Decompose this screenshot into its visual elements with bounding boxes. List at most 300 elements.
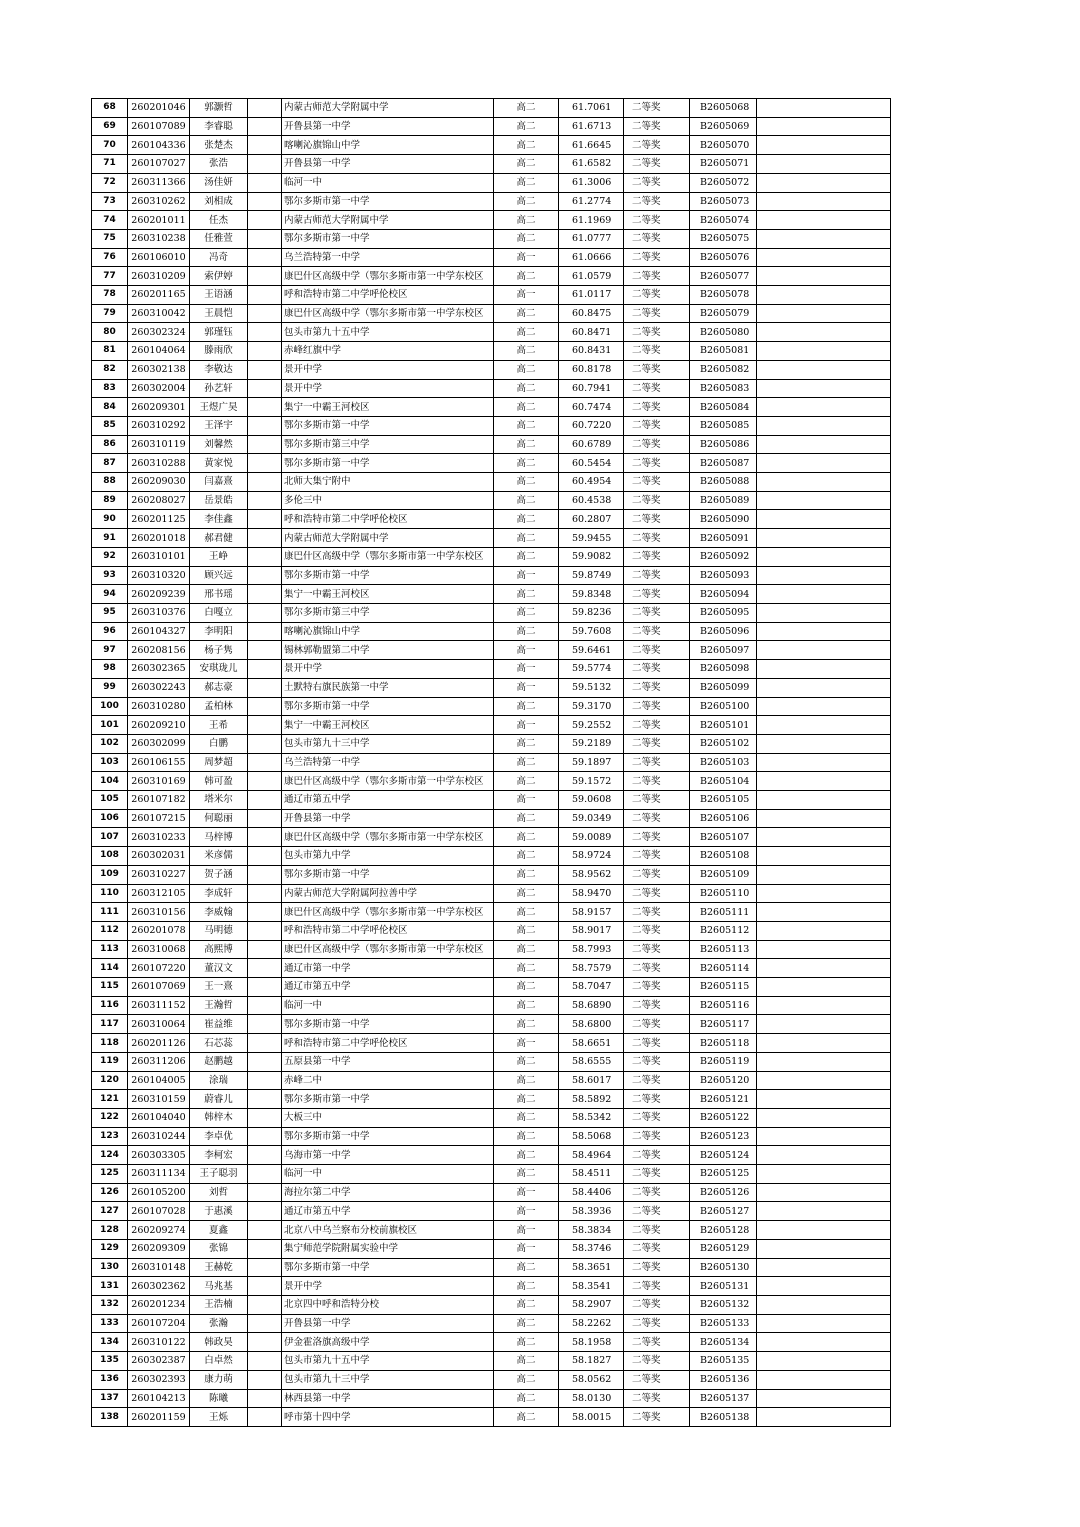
- table-row: [92, 753, 891, 772]
- certificate-number-cell: B2605073: [690, 192, 757, 211]
- school-cell: 喀喇沁旗锦山中学: [282, 622, 494, 641]
- grade-cell: 高二: [494, 903, 559, 922]
- results-table: [91, 98, 891, 1427]
- exam-id-cell: 260310233: [128, 828, 190, 847]
- school-cell: 包头市第九十三中学: [282, 1370, 494, 1389]
- rank-cell: 70: [92, 136, 128, 155]
- extra-cell: [757, 1408, 891, 1427]
- school-cell: 呼和浩特市第二中学呼伦校区: [282, 510, 494, 529]
- extra-cell: [757, 772, 891, 791]
- blank-cell: [248, 828, 282, 847]
- school-cell: 多伦三中: [282, 491, 494, 510]
- rank-cell: 118: [92, 1034, 128, 1053]
- table-row: [92, 286, 891, 305]
- certificate-number-cell: B2605086: [690, 435, 757, 454]
- table-row: [92, 716, 891, 735]
- student-name-cell: 黄家悦: [190, 454, 248, 473]
- award-cell: 二等奖: [624, 734, 690, 753]
- grade-cell: 高二: [494, 1314, 559, 1333]
- rank-cell: 122: [92, 1108, 128, 1127]
- grade-cell: 高一: [494, 1202, 559, 1221]
- score-cell: 59.8236: [559, 603, 624, 622]
- exam-id-cell: 260310238: [128, 229, 190, 248]
- blank-cell: [248, 1352, 282, 1371]
- table-row: [92, 155, 891, 174]
- grade-cell: 高二: [494, 1127, 559, 1146]
- rank-cell: 75: [92, 229, 128, 248]
- exam-id-cell: 260104040: [128, 1108, 190, 1127]
- extra-cell: [757, 229, 891, 248]
- rank-cell: 131: [92, 1277, 128, 1296]
- rank-cell: 112: [92, 921, 128, 940]
- score-cell: 58.3834: [559, 1221, 624, 1240]
- grade-cell: 高一: [494, 641, 559, 660]
- school-cell: 临河一中: [282, 173, 494, 192]
- rank-cell: 90: [92, 510, 128, 529]
- exam-id-cell: 260209309: [128, 1239, 190, 1258]
- table-row: [92, 342, 891, 361]
- exam-id-cell: 260104064: [128, 342, 190, 361]
- score-cell: 58.4511: [559, 1165, 624, 1184]
- certificate-number-cell: B2605112: [690, 921, 757, 940]
- grade-cell: 高二: [494, 398, 559, 417]
- certificate-number-cell: B2605107: [690, 828, 757, 847]
- extra-cell: [757, 678, 891, 697]
- award-cell: 二等奖: [624, 1352, 690, 1371]
- exam-id-cell: 260107028: [128, 1202, 190, 1221]
- exam-id-cell: 260209301: [128, 398, 190, 417]
- extra-cell: [757, 547, 891, 566]
- table-row: [92, 398, 891, 417]
- score-cell: 58.3541: [559, 1277, 624, 1296]
- rank-cell: 134: [92, 1333, 128, 1352]
- award-cell: 二等奖: [624, 641, 690, 660]
- rank-cell: 136: [92, 1370, 128, 1389]
- extra-cell: [757, 603, 891, 622]
- school-cell: 鄂尔多斯市第一中学: [282, 697, 494, 716]
- grade-cell: 高一: [494, 791, 559, 810]
- score-cell: 61.1969: [559, 211, 624, 230]
- extra-cell: [757, 1108, 891, 1127]
- exam-id-cell: 260107182: [128, 791, 190, 810]
- score-cell: 61.3006: [559, 173, 624, 192]
- student-name-cell: 滕雨欣: [190, 342, 248, 361]
- school-cell: 鄂尔多斯市第一中学: [282, 192, 494, 211]
- score-cell: 61.2774: [559, 192, 624, 211]
- student-name-cell: 马兆基: [190, 1277, 248, 1296]
- award-cell: 二等奖: [624, 211, 690, 230]
- score-cell: 58.9470: [559, 884, 624, 903]
- certificate-number-cell: B2605084: [690, 398, 757, 417]
- extra-cell: [757, 416, 891, 435]
- blank-cell: [248, 491, 282, 510]
- student-name-cell: 李睿聪: [190, 117, 248, 136]
- extra-cell: [757, 286, 891, 305]
- exam-id-cell: 260209274: [128, 1221, 190, 1240]
- grade-cell: 高二: [494, 1296, 559, 1315]
- rank-cell: 83: [92, 379, 128, 398]
- exam-id-cell: 260310209: [128, 267, 190, 286]
- certificate-number-cell: B2605117: [690, 1015, 757, 1034]
- exam-id-cell: 260310068: [128, 940, 190, 959]
- blank-cell: [248, 1277, 282, 1296]
- table-row: [92, 1314, 891, 1333]
- blank-cell: [248, 1146, 282, 1165]
- award-cell: 二等奖: [624, 454, 690, 473]
- blank-cell: [248, 1202, 282, 1221]
- certificate-number-cell: B2605106: [690, 809, 757, 828]
- rank-cell: 81: [92, 342, 128, 361]
- grade-cell: 高二: [494, 1165, 559, 1184]
- school-cell: 呼市第十四中学: [282, 1408, 494, 1427]
- certificate-number-cell: B2605115: [690, 978, 757, 997]
- exam-id-cell: 260107027: [128, 155, 190, 174]
- table-row: [92, 1090, 891, 1109]
- certificate-number-cell: B2605092: [690, 547, 757, 566]
- grade-cell: 高二: [494, 809, 559, 828]
- blank-cell: [248, 585, 282, 604]
- award-cell: 二等奖: [624, 1071, 690, 1090]
- school-cell: 包头市第九十三中学: [282, 734, 494, 753]
- exam-id-cell: 260107089: [128, 117, 190, 136]
- extra-cell: [757, 921, 891, 940]
- score-cell: 60.5454: [559, 454, 624, 473]
- certificate-number-cell: B2605119: [690, 1052, 757, 1071]
- score-cell: 60.7941: [559, 379, 624, 398]
- grade-cell: 高二: [494, 996, 559, 1015]
- table-row: [92, 697, 891, 716]
- award-cell: 二等奖: [624, 1165, 690, 1184]
- award-cell: 二等奖: [624, 360, 690, 379]
- exam-id-cell: 260310288: [128, 454, 190, 473]
- student-name-cell: 王希: [190, 716, 248, 735]
- rank-cell: 97: [92, 641, 128, 660]
- grade-cell: 高二: [494, 940, 559, 959]
- student-name-cell: 王赫乾: [190, 1258, 248, 1277]
- blank-cell: [248, 566, 282, 585]
- certificate-number-cell: B2605124: [690, 1146, 757, 1165]
- award-cell: 二等奖: [624, 398, 690, 417]
- certificate-number-cell: B2605136: [690, 1370, 757, 1389]
- rank-cell: 74: [92, 211, 128, 230]
- student-name-cell: 刘相成: [190, 192, 248, 211]
- award-cell: 二等奖: [624, 1202, 690, 1221]
- rank-cell: 115: [92, 978, 128, 997]
- student-name-cell: 张浩: [190, 155, 248, 174]
- extra-cell: [757, 884, 891, 903]
- score-cell: 58.0130: [559, 1389, 624, 1408]
- grade-cell: 高二: [494, 192, 559, 211]
- blank-cell: [248, 1408, 282, 1427]
- exam-id-cell: 260208027: [128, 491, 190, 510]
- exam-id-cell: 260302387: [128, 1352, 190, 1371]
- exam-id-cell: 260311366: [128, 173, 190, 192]
- score-cell: 58.6890: [559, 996, 624, 1015]
- score-cell: 58.3936: [559, 1202, 624, 1221]
- score-cell: 60.4538: [559, 491, 624, 510]
- rank-cell: 120: [92, 1071, 128, 1090]
- student-name-cell: 何聪丽: [190, 809, 248, 828]
- school-cell: 内蒙古师范大学附属中学: [282, 99, 494, 118]
- table-row: [92, 267, 891, 286]
- grade-cell: 高一: [494, 716, 559, 735]
- grade-cell: 高二: [494, 753, 559, 772]
- score-cell: 59.9082: [559, 547, 624, 566]
- rank-cell: 130: [92, 1258, 128, 1277]
- table-row: [92, 1389, 891, 1408]
- rank-cell: 98: [92, 660, 128, 679]
- student-name-cell: 康力萌: [190, 1370, 248, 1389]
- extra-cell: [757, 99, 891, 118]
- blank-cell: [248, 716, 282, 735]
- award-cell: 二等奖: [624, 772, 690, 791]
- table-row: [92, 903, 891, 922]
- grade-cell: 高二: [494, 229, 559, 248]
- extra-cell: [757, 940, 891, 959]
- award-cell: 二等奖: [624, 192, 690, 211]
- score-cell: 58.7047: [559, 978, 624, 997]
- school-cell: 集宁一中霸王河校区: [282, 716, 494, 735]
- grade-cell: 高二: [494, 1015, 559, 1034]
- certificate-number-cell: B2605129: [690, 1239, 757, 1258]
- extra-cell: [757, 1258, 891, 1277]
- table-row: [92, 435, 891, 454]
- grade-cell: 高一: [494, 248, 559, 267]
- rank-cell: 121: [92, 1090, 128, 1109]
- score-cell: 59.6461: [559, 641, 624, 660]
- school-cell: 五原县第一中学: [282, 1052, 494, 1071]
- rank-cell: 71: [92, 155, 128, 174]
- award-cell: 二等奖: [624, 1127, 690, 1146]
- grade-cell: 高二: [494, 847, 559, 866]
- certificate-number-cell: B2605076: [690, 248, 757, 267]
- table-row: [92, 1239, 891, 1258]
- student-name-cell: 郝君健: [190, 529, 248, 548]
- exam-id-cell: 260311134: [128, 1165, 190, 1184]
- blank-cell: [248, 173, 282, 192]
- extra-cell: [757, 959, 891, 978]
- school-cell: 包头市第九十五中学: [282, 323, 494, 342]
- grade-cell: 高二: [494, 529, 559, 548]
- award-cell: 二等奖: [624, 173, 690, 192]
- extra-cell: [757, 1034, 891, 1053]
- rank-cell: 69: [92, 117, 128, 136]
- exam-id-cell: 260209210: [128, 716, 190, 735]
- certificate-number-cell: B2605134: [690, 1333, 757, 1352]
- rank-cell: 94: [92, 585, 128, 604]
- student-name-cell: 岳景皓: [190, 491, 248, 510]
- exam-id-cell: 260104213: [128, 1389, 190, 1408]
- grade-cell: 高一: [494, 660, 559, 679]
- table-row: [92, 211, 891, 230]
- rank-cell: 99: [92, 678, 128, 697]
- school-cell: 通辽市第一中学: [282, 959, 494, 978]
- extra-cell: [757, 1314, 891, 1333]
- school-cell: 锡林郭勒盟第二中学: [282, 641, 494, 660]
- student-name-cell: 白鹏: [190, 734, 248, 753]
- exam-id-cell: 260310292: [128, 416, 190, 435]
- award-cell: 二等奖: [624, 379, 690, 398]
- extra-cell: [757, 1352, 891, 1371]
- grade-cell: 高一: [494, 678, 559, 697]
- student-name-cell: 任雅萱: [190, 229, 248, 248]
- award-cell: 二等奖: [624, 1183, 690, 1202]
- grade-cell: 高二: [494, 547, 559, 566]
- certificate-number-cell: B2605079: [690, 304, 757, 323]
- certificate-number-cell: B2605130: [690, 1258, 757, 1277]
- score-cell: 61.6645: [559, 136, 624, 155]
- exam-id-cell: 260302138: [128, 360, 190, 379]
- student-name-cell: 蔚睿儿: [190, 1090, 248, 1109]
- exam-id-cell: 260310376: [128, 603, 190, 622]
- score-cell: 61.0777: [559, 229, 624, 248]
- school-cell: 康巴什区高级中学（鄂尔多斯市第一中学东校区: [282, 828, 494, 847]
- award-cell: 二等奖: [624, 248, 690, 267]
- award-cell: 二等奖: [624, 959, 690, 978]
- table-row: [92, 1258, 891, 1277]
- score-cell: 58.1958: [559, 1333, 624, 1352]
- blank-cell: [248, 940, 282, 959]
- certificate-number-cell: B2605093: [690, 566, 757, 585]
- award-cell: 二等奖: [624, 267, 690, 286]
- score-cell: 59.7608: [559, 622, 624, 641]
- student-name-cell: 石芯蕊: [190, 1034, 248, 1053]
- score-cell: 59.2552: [559, 716, 624, 735]
- grade-cell: 高二: [494, 884, 559, 903]
- extra-cell: [757, 828, 891, 847]
- table-row: [92, 229, 891, 248]
- extra-cell: [757, 192, 891, 211]
- table-row: [92, 99, 891, 118]
- blank-cell: [248, 978, 282, 997]
- score-cell: 59.9455: [559, 529, 624, 548]
- blank-cell: [248, 1090, 282, 1109]
- school-cell: 内蒙古师范大学附属中学: [282, 529, 494, 548]
- table-row: [92, 678, 891, 697]
- grade-cell: 高二: [494, 473, 559, 492]
- award-cell: 二等奖: [624, 940, 690, 959]
- extra-cell: [757, 1239, 891, 1258]
- exam-id-cell: 260105200: [128, 1183, 190, 1202]
- blank-cell: [248, 1015, 282, 1034]
- grade-cell: 高二: [494, 342, 559, 361]
- exam-id-cell: 260311206: [128, 1052, 190, 1071]
- rank-cell: 129: [92, 1239, 128, 1258]
- grade-cell: 高二: [494, 828, 559, 847]
- extra-cell: [757, 1015, 891, 1034]
- blank-cell: [248, 248, 282, 267]
- award-cell: 二等奖: [624, 491, 690, 510]
- table-row: [92, 491, 891, 510]
- exam-id-cell: 260201046: [128, 99, 190, 118]
- certificate-number-cell: B2605088: [690, 473, 757, 492]
- grade-cell: 高二: [494, 1090, 559, 1109]
- blank-cell: [248, 697, 282, 716]
- extra-cell: [757, 1202, 891, 1221]
- award-cell: 二等奖: [624, 1258, 690, 1277]
- extra-cell: [757, 435, 891, 454]
- rank-cell: 137: [92, 1389, 128, 1408]
- table-row: [92, 1127, 891, 1146]
- extra-cell: [757, 791, 891, 810]
- blank-cell: [248, 416, 282, 435]
- grade-cell: 高二: [494, 772, 559, 791]
- exam-id-cell: 260201078: [128, 921, 190, 940]
- grade-cell: 高二: [494, 304, 559, 323]
- blank-cell: [248, 865, 282, 884]
- grade-cell: 高一: [494, 1034, 559, 1053]
- blank-cell: [248, 847, 282, 866]
- extra-cell: [757, 379, 891, 398]
- table-row: [92, 454, 891, 473]
- grade-cell: 高二: [494, 1408, 559, 1427]
- student-name-cell: 李成轩: [190, 884, 248, 903]
- exam-id-cell: 260302243: [128, 678, 190, 697]
- rank-cell: 116: [92, 996, 128, 1015]
- table-row: [92, 809, 891, 828]
- score-cell: 58.6555: [559, 1052, 624, 1071]
- blank-cell: [248, 1221, 282, 1240]
- student-name-cell: 王语涵: [190, 286, 248, 305]
- school-cell: 集宁一中霸王河校区: [282, 585, 494, 604]
- award-cell: 二等奖: [624, 828, 690, 847]
- certificate-number-cell: B2605126: [690, 1183, 757, 1202]
- table-row: [92, 1333, 891, 1352]
- grade-cell: 高二: [494, 622, 559, 641]
- certificate-number-cell: B2605078: [690, 286, 757, 305]
- blank-cell: [248, 304, 282, 323]
- student-name-cell: 马梓博: [190, 828, 248, 847]
- grade-cell: 高二: [494, 734, 559, 753]
- exam-id-cell: 260310122: [128, 1333, 190, 1352]
- table-row: [92, 585, 891, 604]
- table-row: [92, 304, 891, 323]
- grade-cell: 高二: [494, 510, 559, 529]
- exam-id-cell: 260310320: [128, 566, 190, 585]
- certificate-number-cell: B2605098: [690, 660, 757, 679]
- student-name-cell: 郭灏哲: [190, 99, 248, 118]
- student-name-cell: 刘哲: [190, 1183, 248, 1202]
- school-cell: 开鲁县第一中学: [282, 809, 494, 828]
- rank-cell: 105: [92, 791, 128, 810]
- score-cell: 58.9017: [559, 921, 624, 940]
- award-cell: 二等奖: [624, 136, 690, 155]
- table-row: [92, 1052, 891, 1071]
- exam-id-cell: 260310156: [128, 903, 190, 922]
- exam-id-cell: 260209239: [128, 585, 190, 604]
- school-cell: 康巴什区高级中学（鄂尔多斯市第一中学东校区: [282, 940, 494, 959]
- score-cell: 59.8749: [559, 566, 624, 585]
- grade-cell: 高二: [494, 865, 559, 884]
- student-name-cell: 夏鑫: [190, 1221, 248, 1240]
- school-cell: 康巴什区高级中学（鄂尔多斯市第一中学东校区: [282, 903, 494, 922]
- score-cell: 58.3746: [559, 1239, 624, 1258]
- rank-cell: 125: [92, 1165, 128, 1184]
- blank-cell: [248, 267, 282, 286]
- grade-cell: 高二: [494, 697, 559, 716]
- grade-cell: 高二: [494, 379, 559, 398]
- score-cell: 58.0562: [559, 1370, 624, 1389]
- table-row: [92, 791, 891, 810]
- blank-cell: [248, 1034, 282, 1053]
- student-name-cell: 涂瑞: [190, 1071, 248, 1090]
- school-cell: 北师大集宁附中: [282, 473, 494, 492]
- award-cell: 二等奖: [624, 585, 690, 604]
- score-cell: 58.6017: [559, 1071, 624, 1090]
- blank-cell: [248, 510, 282, 529]
- blank-cell: [248, 1165, 282, 1184]
- blank-cell: [248, 1314, 282, 1333]
